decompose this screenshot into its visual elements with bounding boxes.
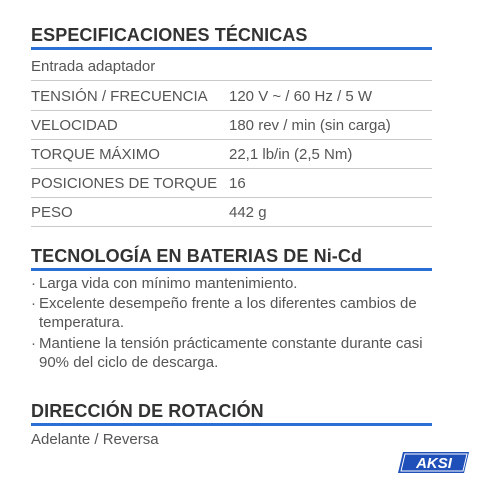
- bullet-text-continued: temperatura.: [39, 314, 125, 331]
- rotation-text: Adelante / Reversa: [31, 431, 159, 448]
- specs-intro: Entrada adaptador: [31, 58, 156, 75]
- specs-heading: ESPECIFICACIONES TÉCNICAS: [31, 25, 308, 45]
- spec-label: VELOCIDAD: [31, 117, 118, 134]
- battery-heading: TECNOLOGÍA EN BATERIAS DE Ni-Cd: [31, 246, 363, 266]
- spec-row-divider: [31, 139, 432, 140]
- rotation-heading: DIRECCIÓN DE ROTACIÓN: [31, 401, 264, 421]
- spec-value: 22,1 lb/in (2,5 Nm): [229, 146, 353, 163]
- brand-logo: [397, 451, 470, 474]
- spec-value: 120 V ~ / 60 Hz / 5 W: [229, 88, 372, 105]
- bullet-mark: ·: [31, 275, 36, 292]
- spec-label: PESO: [31, 204, 73, 221]
- spec-value: 180 rev / min (sin carga): [229, 117, 391, 134]
- spec-label: TENSIÓN / FRECUENCIA: [31, 88, 208, 105]
- spec-row-divider: [31, 80, 432, 81]
- bullet-text: Excelente desempeño frente a los diferentes cambios de: [39, 295, 417, 312]
- bullet-mark: ·: [31, 295, 36, 312]
- bullet-text-continued: 90% del ciclo de descarga.: [39, 354, 219, 371]
- spec-value: 442 g: [229, 204, 267, 221]
- battery-heading-rule: [31, 268, 432, 271]
- battery-bullet: [31, 334, 451, 372]
- spec-value: 16: [229, 175, 246, 192]
- specs-heading-rule: [31, 47, 432, 50]
- spec-row-divider: [31, 197, 432, 198]
- spec-label: POSICIONES DE TORQUE: [31, 175, 218, 192]
- bullet-text: Mantiene la tensión prácticamente constante durante casi: [39, 335, 423, 352]
- logo-text: AKSI: [416, 455, 452, 472]
- spec-row-divider: [31, 110, 432, 111]
- battery-bullet: [31, 294, 451, 332]
- rotation-heading-rule: [31, 423, 432, 426]
- battery-bullet: [31, 274, 451, 293]
- spec-row-divider: [31, 168, 432, 169]
- spec-row-divider: [31, 226, 432, 227]
- spec-label: TORQUE MÁXIMO: [31, 146, 160, 163]
- bullet-text: Larga vida con mínimo mantenimiento.: [39, 275, 298, 292]
- bullet-mark: ·: [31, 335, 36, 352]
